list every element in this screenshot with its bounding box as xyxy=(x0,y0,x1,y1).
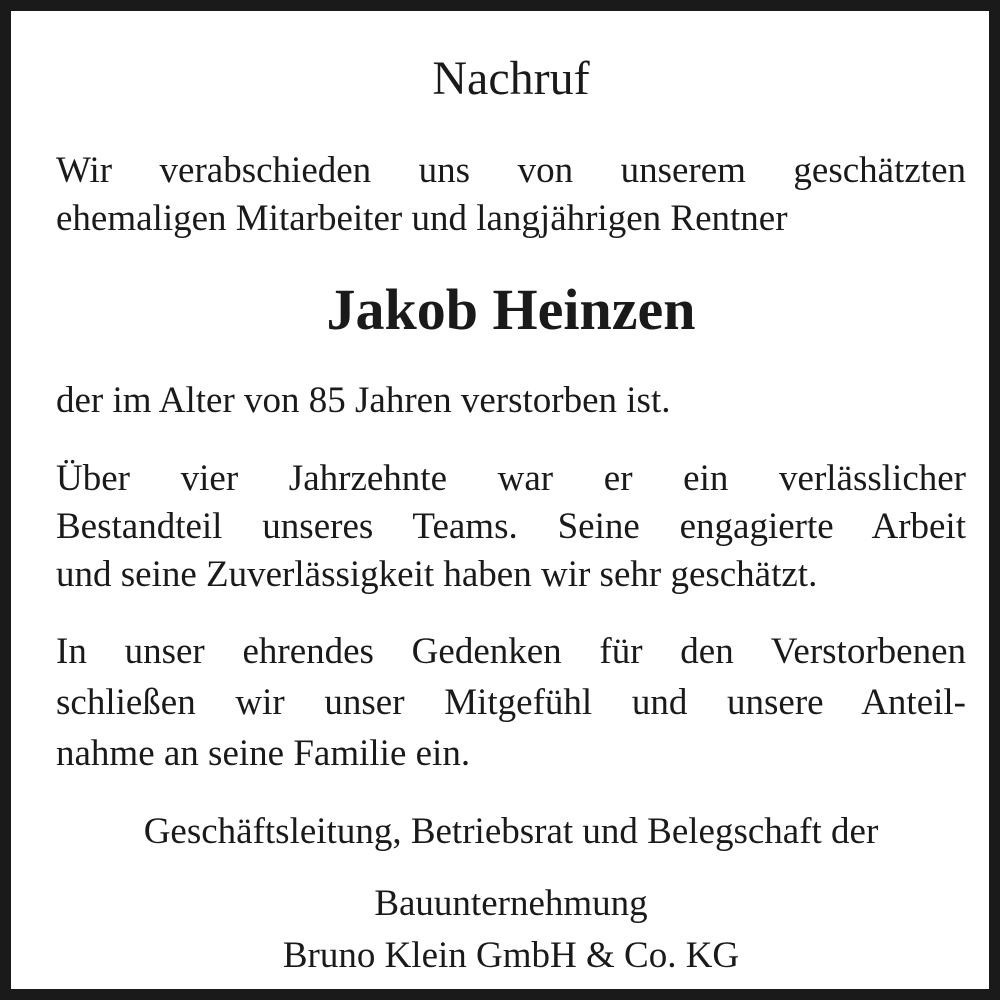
company-name: Bruno Klein GmbH & Co. KG xyxy=(282,935,740,976)
age-line: der im Alter von 85 Jahren verstorben ist. xyxy=(56,380,671,421)
tribute-line-1: Über vier Jahrzehnte war er ein verlässlicher xyxy=(56,458,966,499)
tribute-line-2: Bestandteil unseres Teams. Seine engagierte Arbeit xyxy=(56,506,966,547)
signatories: Geschäftsleitung, Betriebsrat und Belegschaft der xyxy=(143,811,879,852)
condolence-line-3: nahme an seine Familie ein. xyxy=(56,733,471,774)
condolence-line-2: schließen wir unser Mitgefühl und unsere Anteil- xyxy=(56,682,966,723)
intro-line-2: ehemaligen Mitarbeiter und langjährigen Rentner xyxy=(56,198,788,239)
condolence-line-1: In unser ehrendes Gedenken für den Verstorbenen xyxy=(56,631,966,672)
company-type: Bauunternehmung xyxy=(374,883,648,924)
tribute-line-3: und seine Zuverlässigkeit haben wir sehr geschätzt. xyxy=(56,554,818,595)
obituary-title: Nachruf xyxy=(432,52,590,105)
intro-line-1: Wir verabschieden uns von unserem geschätzten xyxy=(56,150,966,191)
deceased-name: Jakob Heinzen xyxy=(326,277,696,342)
